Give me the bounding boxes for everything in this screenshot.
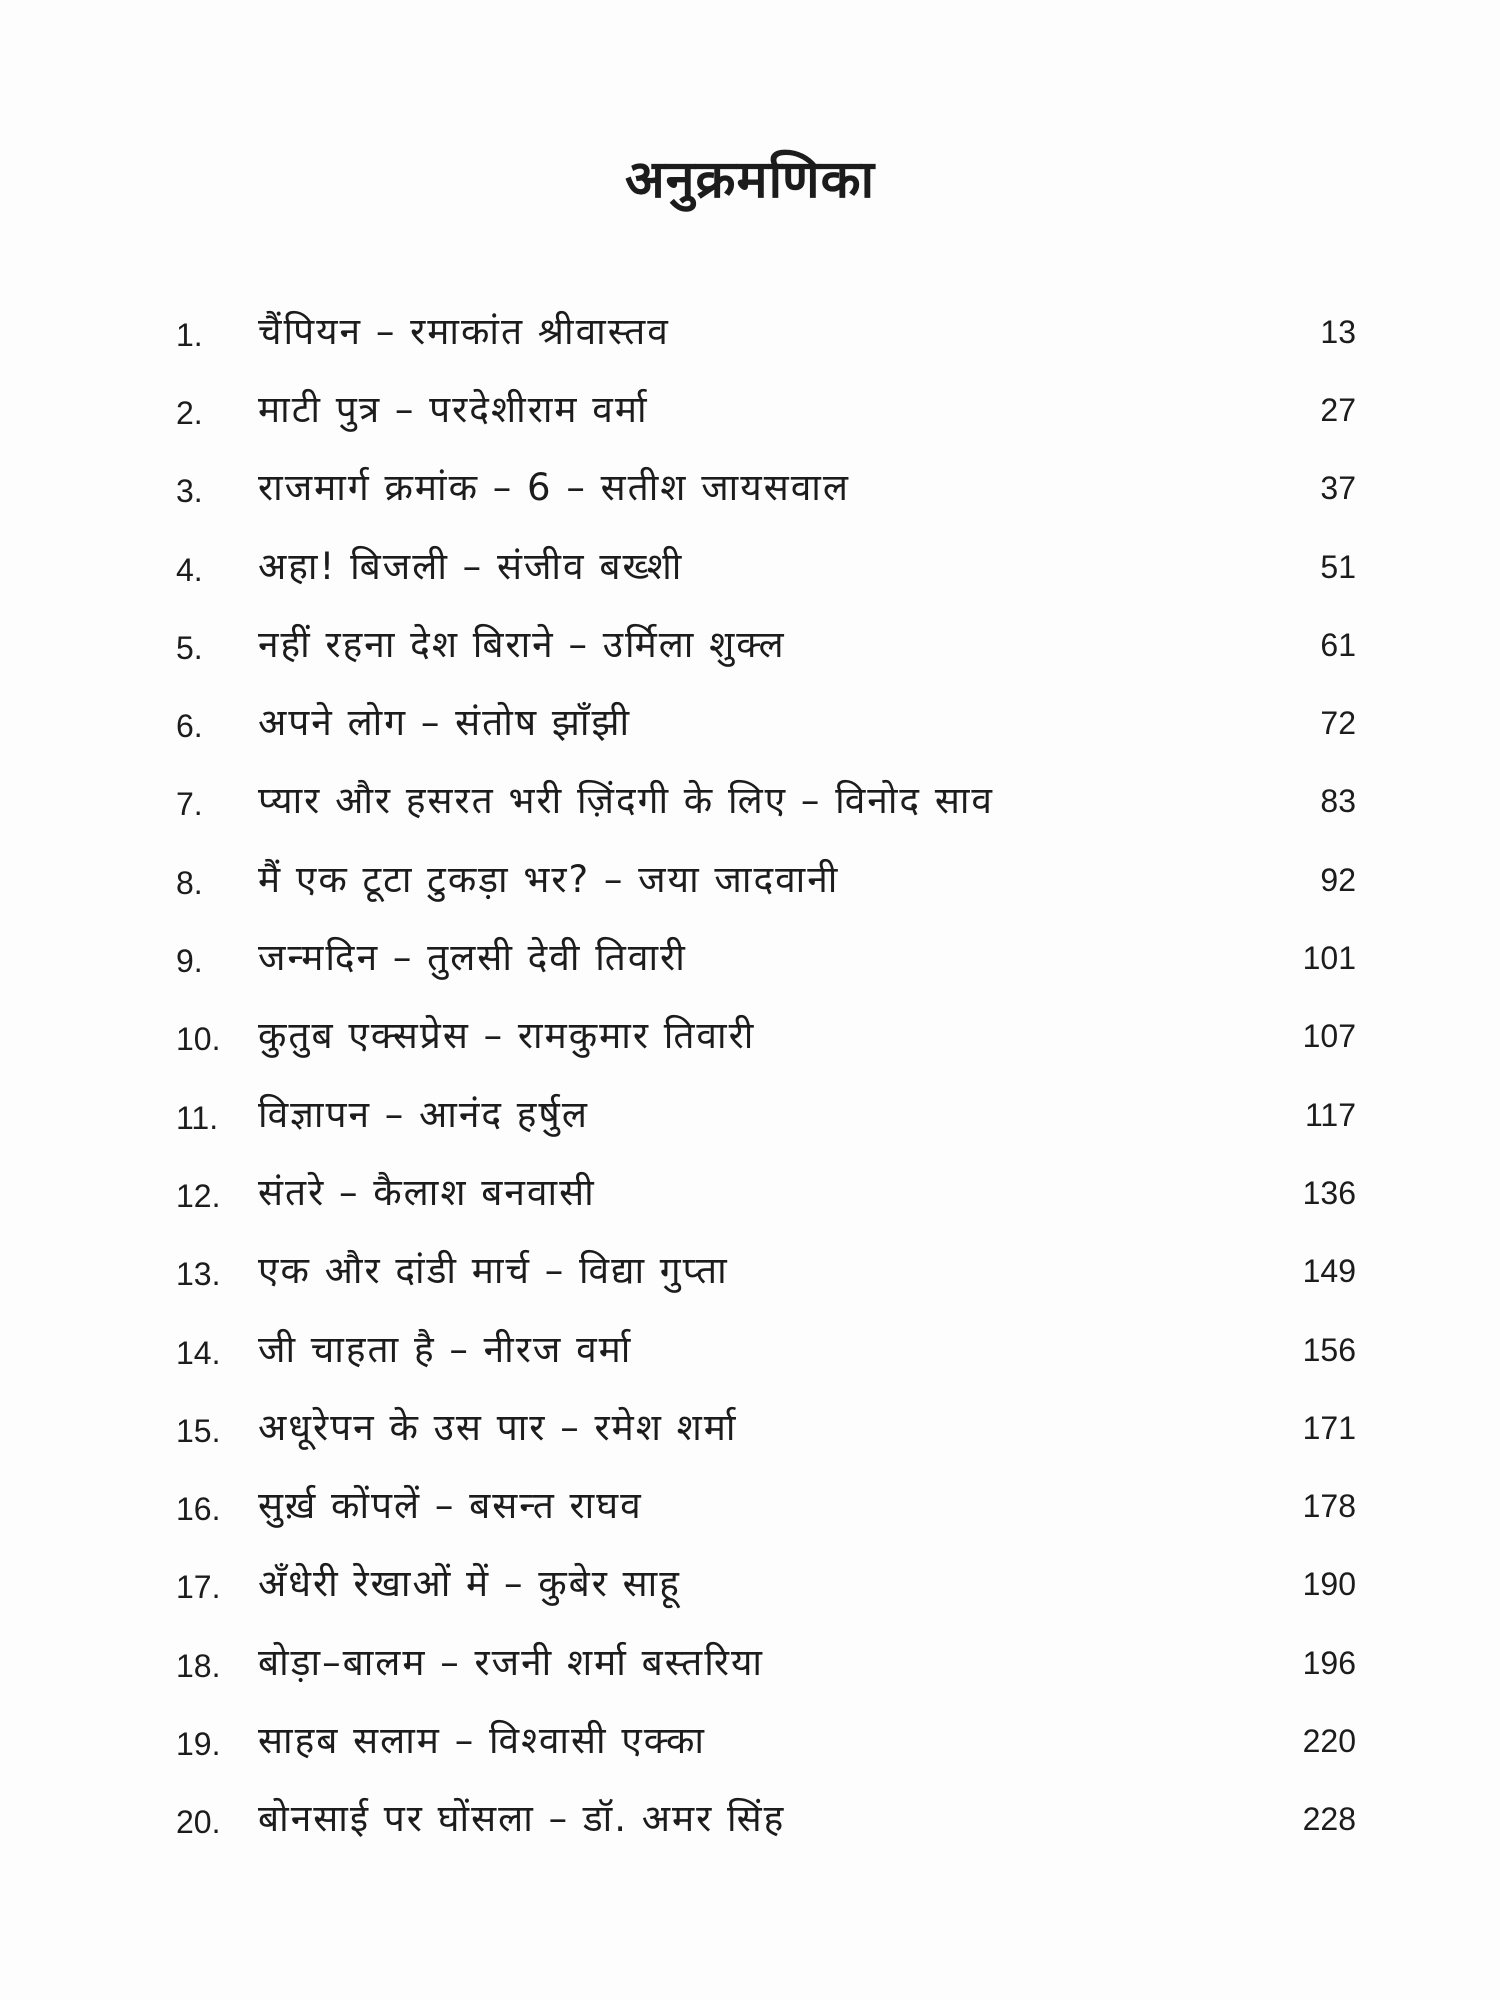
entry-number: 14. (176, 1334, 221, 1371)
entry-number: 7. (176, 786, 203, 823)
entry-title: कुतुब एक्सप्रेस – रामकुमार तिवारी (258, 1014, 756, 1058)
entry-page-number: 101 (1302, 940, 1356, 977)
entry-page-number: 228 (1302, 1801, 1356, 1838)
toc-entry (176, 760, 1356, 838)
toc-entry (176, 995, 1356, 1073)
entry-page-number: 178 (1302, 1488, 1356, 1525)
entry-number: 11. (176, 1099, 219, 1136)
toc-entry (176, 838, 1356, 916)
entry-number: 17. (176, 1569, 221, 1606)
entry-number: 19. (176, 1725, 221, 1762)
entry-page-number: 196 (1302, 1644, 1356, 1681)
entry-page-number: 13 (1320, 313, 1356, 350)
entry-number: 16. (176, 1491, 221, 1528)
entry-title: चैंपियन – रमाकांत श्रीवास्तव (258, 309, 670, 353)
entry-number: 20. (176, 1804, 221, 1841)
entry-title: मैं एक टूटा टुकड़ा भर? – जया जादवानी (258, 857, 840, 901)
toc-entry (176, 681, 1356, 759)
entry-page-number: 92 (1320, 861, 1356, 898)
entry-title: बोड़ा–बालम – रजनी शर्मा बस्तरिया (258, 1640, 764, 1684)
toc-entry (176, 1386, 1356, 1464)
entry-page-number: 83 (1320, 783, 1356, 820)
entry-number: 5. (176, 629, 203, 666)
entry-number: 9. (176, 943, 203, 980)
entry-page-number: 27 (1320, 391, 1356, 428)
toc-entry (176, 1230, 1356, 1308)
page-title: अनुक्रमणिका (624, 150, 876, 210)
entry-page-number: 61 (1320, 626, 1356, 663)
entry-title: अधूरेपन के उस पार – रमेश शर्मा (258, 1405, 738, 1449)
toc-entry (176, 447, 1356, 525)
toc-entry (176, 1308, 1356, 1386)
entry-title: संतरे – कैलाश बनवासी (258, 1170, 596, 1214)
entry-page-number: 220 (1302, 1722, 1356, 1759)
entry-page-number: 107 (1302, 1018, 1356, 1055)
entry-title: साहब सलाम – विश्वासी एक्का (258, 1718, 706, 1762)
entry-title: नहीं रहना देश बिराने – उर्मिला शुक्ल (258, 622, 786, 666)
toc-entry (176, 1699, 1356, 1777)
toc-entry (176, 1073, 1356, 1151)
toc-entry (176, 603, 1356, 681)
entry-title: सुर्ख़ कोंपलें – बसन्त राघव (258, 1484, 643, 1528)
entry-page-number: 117 (1304, 1096, 1356, 1133)
entry-page-number: 149 (1302, 1253, 1356, 1290)
entry-title: अपने लोग – संतोष झाँझी (258, 701, 632, 745)
entry-title: बोनसाई पर घोंसला – डॉ. अमर सिंह (258, 1797, 786, 1841)
table-of-contents (176, 290, 1356, 1856)
toc-entry (176, 916, 1356, 994)
entry-title: अँधेरी रेखाओं में – कुबेर साहू (258, 1562, 681, 1606)
entry-title: जी चाहता है – नीरज वर्मा (258, 1327, 633, 1371)
entry-number: 10. (176, 1021, 221, 1058)
entry-number: 1. (176, 316, 203, 353)
entry-number: 18. (176, 1647, 221, 1684)
entry-page-number: 136 (1302, 1174, 1356, 1211)
entry-page-number: 171 (1302, 1409, 1356, 1446)
entry-number: 2. (176, 394, 203, 431)
entry-page-number: 190 (1302, 1566, 1356, 1603)
toc-entry (176, 1543, 1356, 1621)
entry-title: प्यार और हसरत भरी ज़िंदगी के लिए – विनोद साव (258, 779, 994, 823)
entry-number: 8. (176, 864, 203, 901)
toc-entry (176, 1151, 1356, 1229)
toc-entry (176, 290, 1356, 368)
entry-number: 12. (176, 1177, 221, 1214)
entry-title: अहा! बिजली – संजीव बख्शी (258, 544, 684, 588)
entry-number: 6. (176, 708, 203, 745)
entry-page-number: 156 (1302, 1331, 1356, 1368)
toc-entry (176, 1464, 1356, 1542)
entry-page-number: 72 (1320, 705, 1356, 742)
entry-number: 3. (176, 473, 203, 510)
entry-title: माटी पुत्र – परदेशीराम वर्मा (258, 387, 649, 431)
entry-number: 15. (176, 1412, 221, 1449)
entry-page-number: 51 (1320, 548, 1356, 585)
toc-entry (176, 1621, 1356, 1699)
entry-page-number: 37 (1320, 470, 1356, 507)
entry-title: विज्ञापन – आनंद हर्षुल (258, 1092, 589, 1136)
toc-entry (176, 1778, 1356, 1856)
toc-entry (176, 368, 1356, 446)
entry-number: 13. (176, 1256, 221, 1293)
entry-number: 4. (176, 551, 203, 588)
entry-title: राजमार्ग क्रमांक – 6 – सतीश जायसवाल (258, 466, 850, 510)
entry-title: जन्मदिन – तुलसी देवी तिवारी (258, 936, 687, 980)
entry-title: एक और दांडी मार्च – विद्या गुप्ता (258, 1249, 729, 1293)
toc-entry (176, 525, 1356, 603)
